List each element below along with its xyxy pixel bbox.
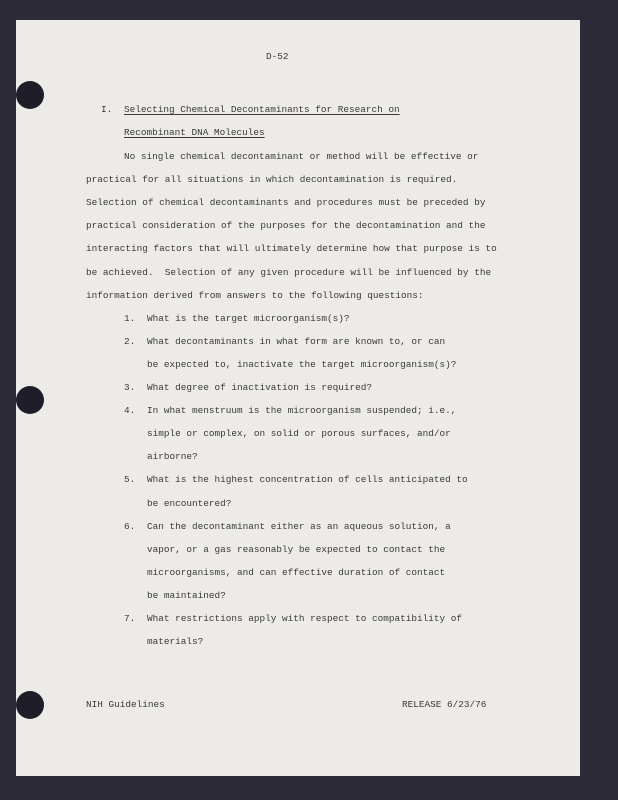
paragraph-line: information derived from answers to the following questions: bbox=[86, 289, 424, 301]
question-number: 5. bbox=[124, 474, 136, 486]
question-text: be encountered? bbox=[147, 497, 232, 509]
paragraph-line: be achieved. Selection of any given procedure will be influenced by the bbox=[86, 266, 492, 278]
paragraph-line: No single chemical decontaminant or method will be effective or bbox=[124, 151, 479, 162]
paragraph-line: interacting factors that will ultimately determine how that purpose is to bbox=[86, 243, 497, 255]
document-page bbox=[16, 20, 580, 776]
question-number: 7. bbox=[124, 613, 136, 624]
section-numeral: I. bbox=[101, 104, 113, 115]
punch-hole bbox=[16, 386, 44, 414]
question-text: What is the highest concentration of cells anticipated to bbox=[147, 474, 468, 486]
question-text: What restrictions apply with respect to compatibility of bbox=[147, 613, 463, 624]
question-number: 4. bbox=[124, 405, 136, 417]
question-number: 2. bbox=[124, 335, 136, 347]
page-number: D-52 bbox=[266, 51, 289, 62]
question-text: materials? bbox=[147, 636, 204, 648]
question-text: vapor, or a gas reasonably be expected to contact the bbox=[147, 543, 446, 555]
question-text: airborne? bbox=[147, 451, 198, 463]
question-number: 6. bbox=[124, 520, 136, 532]
section-heading: Recombinant DNA Molecules bbox=[124, 127, 265, 138]
question-text: What degree of inactivation is required? bbox=[147, 382, 373, 393]
footer-release-date: RELEASE 6/23/76 bbox=[402, 699, 487, 710]
question-text: simple or complex, on solid or porous surfaces, and/or bbox=[147, 428, 451, 440]
question-text: microorganisms, and can effective duration of contact bbox=[147, 566, 446, 578]
question-text: In what menstruum is the microorganism suspended; i.e., bbox=[147, 405, 457, 417]
punch-hole bbox=[16, 81, 44, 109]
paragraph-line: practical consideration of the purposes for the decontamination and the bbox=[86, 220, 486, 232]
paragraph-line: Selection of chemical decontaminants and procedures must be preceded by bbox=[86, 197, 486, 209]
question-number: 3. bbox=[124, 382, 136, 393]
punch-hole bbox=[16, 691, 44, 719]
paragraph-line: practical for all situations in which decontamination is required. bbox=[86, 174, 458, 186]
section-heading: Selecting Chemical Decontaminants for Research on bbox=[124, 104, 400, 115]
question-text: be expected to, inactivate the target microorganism(s)? bbox=[147, 358, 457, 370]
footer-left: NIH Guidelines bbox=[86, 699, 165, 710]
question-text: be maintained? bbox=[147, 589, 226, 601]
question-text: What decontaminants in what form are known to, or can bbox=[147, 335, 446, 347]
question-number: 1. bbox=[124, 312, 136, 324]
question-text: What is the target microorganism(s)? bbox=[147, 312, 350, 324]
question-text: Can the decontaminant either as an aqueous solution, a bbox=[147, 520, 451, 532]
